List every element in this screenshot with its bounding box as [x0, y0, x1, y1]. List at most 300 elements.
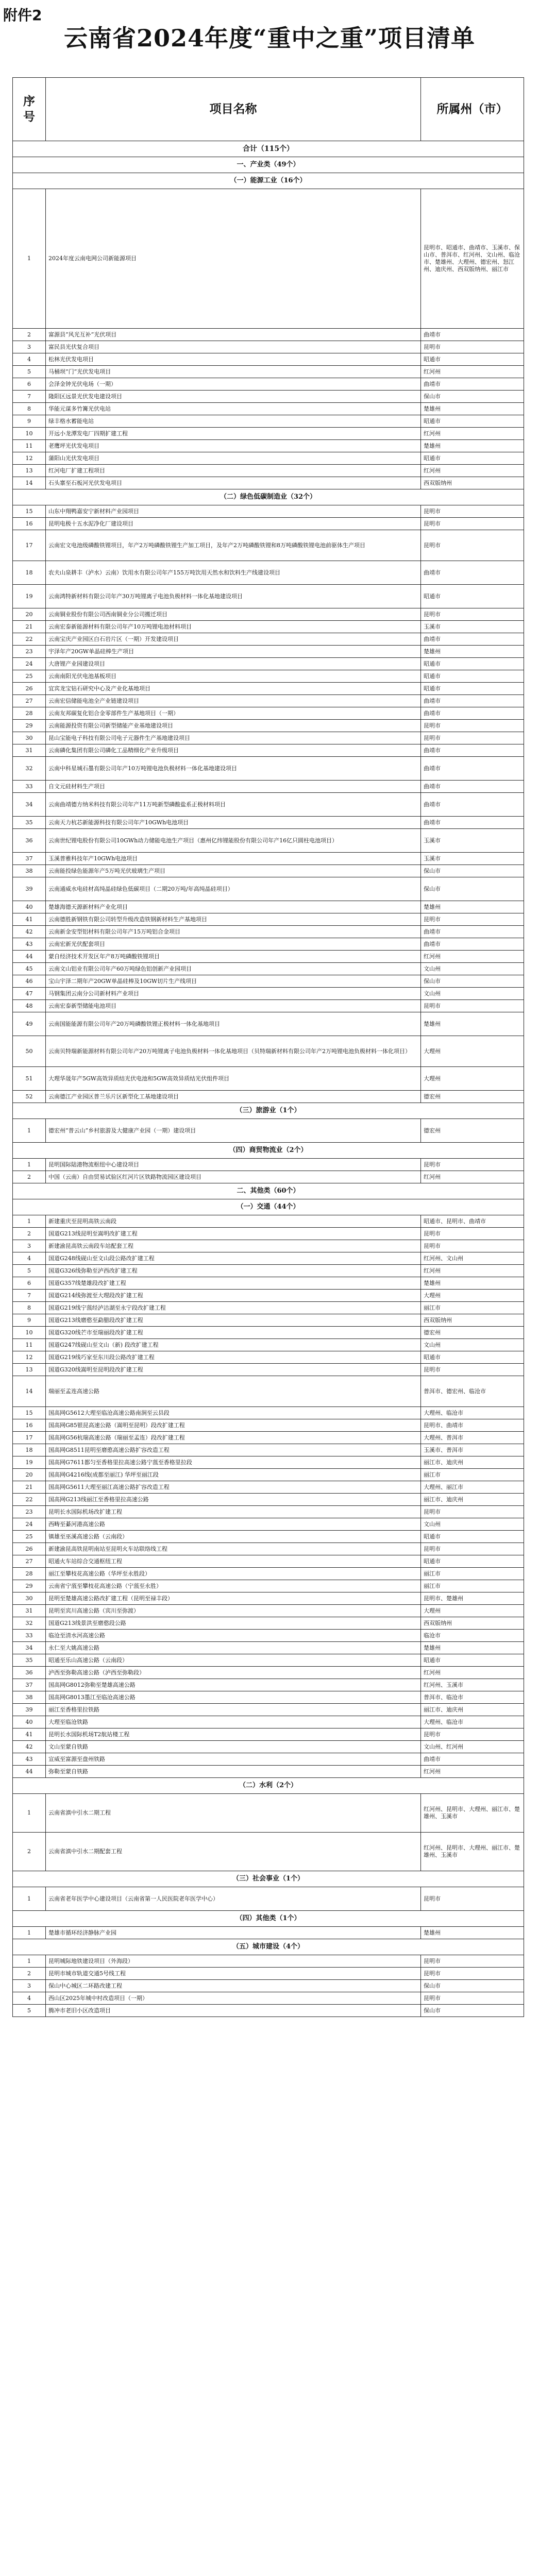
project-region: 昭通市 [421, 1555, 524, 1568]
project-name: 临沧至清水河高速公路 [46, 1630, 421, 1642]
table-row [13, 1240, 524, 1252]
project-name: 国高网G8012弥勒至楚雄高速公路 [46, 1679, 421, 1691]
row-number: 37 [13, 1679, 46, 1691]
project-name: 云南省滇中引水二期工程 [46, 1794, 421, 1833]
row-number: 33 [13, 781, 46, 793]
project-name: 云南宝庆产业园区白石岩片区（一期）开发建设项目 [46, 633, 421, 646]
row-number: 20 [13, 1469, 46, 1481]
row-number: 14 [13, 1376, 46, 1407]
project-name: 会泽金钟光伏电场（一期） [46, 378, 421, 391]
attachment-label: 附件2 [3, 7, 42, 24]
table-row [13, 1067, 524, 1091]
table-row [13, 1968, 524, 1980]
table-row [13, 1119, 524, 1143]
row-number: 24 [13, 658, 46, 670]
table-row [13, 477, 524, 489]
row-number: 2 [13, 1228, 46, 1240]
table-row [13, 1444, 524, 1456]
project-name: 昆明至宾川高速公路（宾川至弥渡） [46, 1605, 421, 1617]
row-number: 1 [13, 1955, 46, 1968]
table-row [13, 1215, 524, 1228]
project-region: 红河州、昆明市、大理州、丽江市、楚雄州、玉溪市 [421, 1833, 524, 1871]
project-region: 昆明市、曲靖市 [421, 1419, 524, 1432]
row-number: 1 [13, 1927, 46, 1939]
project-region: 普洱市、德宏州、临沧市 [421, 1376, 524, 1407]
project-name: 富源县“风光互补”光伏项目 [46, 329, 421, 341]
table-row [13, 901, 524, 913]
project-region: 昆明市 [421, 732, 524, 744]
row-number: 34 [13, 793, 46, 817]
project-region: 昆明市 [421, 913, 524, 926]
project-name: 国道G357线楚雄段改扩建工程 [46, 1277, 421, 1290]
section-label: 一、产业类（49个） [13, 157, 524, 173]
project-region: 玉溪市 [421, 621, 524, 633]
project-name: 国道G213线昆明至嵩明改扩建工程 [46, 1228, 421, 1240]
project-region: 大理州、临沧市 [421, 1407, 524, 1419]
project-name: 云南德江产业园区普兰乐片区新型化工基地建设项目 [46, 1091, 421, 1103]
project-region: 德宏州 [421, 1119, 524, 1143]
table-row [13, 452, 524, 465]
project-region: 昆明市、昭通市、曲靖市、玉溪市、保山市、普洱市、红河州、文山州、临沧市、楚雄州、大理州、德宏州、怒江州、迪庆州、西双版纳州、丽江市 [421, 189, 524, 329]
row-number: 15 [13, 1407, 46, 1419]
project-region: 红河州、文山州 [421, 1252, 524, 1265]
project-name: 西畴至綦河港高速公路 [46, 1518, 421, 1531]
project-name: 昆明至楚雄高速公路改扩建工程（昆明至禄丰段） [46, 1592, 421, 1605]
row-number: 38 [13, 1691, 46, 1704]
row-number: 32 [13, 757, 46, 781]
project-name: 国道G213线磨憨至勐腊段改扩建工程 [46, 1314, 421, 1327]
row-number: 5 [13, 2005, 46, 2017]
project-name: 云南宏文电池级磷酸铁锂项目，年产2万吨磷酸铁锂生产加工项目，及年产2万吨磷酸铁锂和8万吨磷酸铁锂电池前驱体生产项目 [46, 530, 421, 561]
project-region: 保山市 [421, 1980, 524, 1992]
project-region: 丽江市、迪庆州 [421, 1456, 524, 1469]
project-name: 保山中心城区二环路改建工程 [46, 1980, 421, 1992]
project-region: 曲靖市 [421, 926, 524, 938]
table-row [13, 428, 524, 440]
table-row [13, 988, 524, 1000]
table-row [13, 1605, 524, 1617]
table-row [13, 1642, 524, 1654]
project-name: 新建重庆至昆明高铁云南段 [46, 1215, 421, 1228]
subcategory-row [13, 1939, 524, 1955]
row-number: 23 [13, 1506, 46, 1518]
table-row [13, 1456, 524, 1469]
project-name: 云南贝特瑞新能源材料有限公司年产20万吨锂离子电池负极材料一体化基地项目（贝特瑞新材料有限公司年产2万吨锂电池负极材料一体化项目） [46, 1036, 421, 1067]
table-row [13, 1302, 524, 1314]
row-number: 3 [13, 1240, 46, 1252]
row-number: 7 [13, 1290, 46, 1302]
row-number: 9 [13, 415, 46, 428]
project-region: 红河州 [421, 1265, 524, 1277]
project-name: 绿丰格水蓄能电站 [46, 415, 421, 428]
project-name: 云南文山铝业有限公司年产60万吨绿色铝创新产业园项目 [46, 963, 421, 975]
project-region: 昆明市 [421, 518, 524, 530]
row-number: 18 [13, 1444, 46, 1456]
table-row [13, 877, 524, 901]
row-number: 44 [13, 1766, 46, 1778]
table-row [13, 1091, 524, 1103]
table-row [13, 1543, 524, 1555]
project-region: 昆明市 [421, 530, 524, 561]
row-number: 28 [13, 1568, 46, 1580]
table-row [13, 341, 524, 353]
project-name: 镇雄至巫溪高速公路（云南段） [46, 1531, 421, 1543]
header-region: 所属州（市） [421, 78, 524, 141]
table-row [13, 1955, 524, 1968]
row-number: 22 [13, 1494, 46, 1506]
project-region: 大理州 [421, 1605, 524, 1617]
row-number: 7 [13, 391, 46, 403]
table-row [13, 1518, 524, 1531]
project-name: 国高网G4216线(成都至丽江) 华坪至丽江段 [46, 1469, 421, 1481]
project-region: 普洱市、临沧市 [421, 1691, 524, 1704]
section-label: （三）社会事业（1个） [13, 1871, 524, 1887]
row-number: 52 [13, 1091, 46, 1103]
table-row [13, 353, 524, 366]
row-number: 36 [13, 829, 46, 853]
row-number: 30 [13, 732, 46, 744]
subcategory-row [13, 1199, 524, 1215]
project-name: 农夫山泉耕丰（泸水）云南）饮用水有限公司年产155万吨饮用天然水和饮料生产线建设项目 [46, 561, 421, 585]
table-row [13, 1766, 524, 1778]
subcategory-row [13, 489, 524, 505]
row-number: 27 [13, 695, 46, 707]
table-row [13, 1265, 524, 1277]
project-region: 昭通市 [421, 658, 524, 670]
project-region: 昭通市 [421, 1654, 524, 1667]
category-row [13, 157, 524, 173]
project-name: 国高网G5611大理至丽江高速公路扩容改造工程 [46, 1481, 421, 1494]
row-number: 9 [13, 1314, 46, 1327]
table-row [13, 683, 524, 695]
row-number: 11 [13, 440, 46, 452]
project-region: 曲靖市 [421, 695, 524, 707]
project-region: 曲靖市 [421, 757, 524, 781]
row-number: 51 [13, 1067, 46, 1091]
table-row [13, 518, 524, 530]
table-row [13, 1228, 524, 1240]
project-name: 大唐锂产业园建设项目 [46, 658, 421, 670]
row-number: 49 [13, 1012, 46, 1036]
table-row [13, 1277, 524, 1290]
project-region: 德宏州 [421, 1091, 524, 1103]
row-number: 19 [13, 585, 46, 608]
project-name: 云南世纪锂电股份有限公司10GWh动力储能电池生产项目（惠州亿纬锂能股份有限公司年产16亿只圆柱电池项目） [46, 829, 421, 853]
row-number: 4 [13, 1992, 46, 2005]
project-name: 西山区2025年城中村改造项目（一期） [46, 1992, 421, 2005]
table-row [13, 1568, 524, 1580]
project-region: 文山州 [421, 1518, 524, 1531]
project-name: 新建渝昆高铁云南段车站配套工程 [46, 1240, 421, 1252]
project-name: 云南友邦碳复化铝合金零部件生产基地项目（一期） [46, 707, 421, 720]
row-number: 5 [13, 366, 46, 378]
project-name: 云南省老年医学中心建设项目（云南省第一人民医院老年医学中心） [46, 1887, 421, 1911]
project-name: 国道G320线芒市至瑞丽段改扩建工程 [46, 1327, 421, 1339]
project-name: 云南能源投资有限公司新型储能产业基地建设项目 [46, 720, 421, 732]
row-number: 16 [13, 518, 46, 530]
project-region: 楚雄州 [421, 1012, 524, 1036]
row-number: 42 [13, 1741, 46, 1753]
project-region: 红河州 [421, 366, 524, 378]
row-number: 22 [13, 633, 46, 646]
project-name: 自文元硅材料生产项目 [46, 781, 421, 793]
project-name: 昆明市城市轨道交通5号线工程 [46, 1968, 421, 1980]
row-number: 37 [13, 853, 46, 865]
row-number: 4 [13, 1252, 46, 1265]
row-number: 2 [13, 1833, 46, 1871]
table-row [13, 1887, 524, 1911]
table-row [13, 975, 524, 988]
project-name: 云南宏泰新型储能电池项目 [46, 1000, 421, 1012]
table-row [13, 1555, 524, 1568]
row-number: 20 [13, 608, 46, 621]
table-row [13, 817, 524, 829]
table-row [13, 951, 524, 963]
project-name: 昆明国际陆港物流枢纽中心建设项目 [46, 1159, 421, 1171]
row-number: 43 [13, 1753, 46, 1766]
project-region: 昆明市、楚雄州 [421, 1592, 524, 1605]
row-number: 1 [13, 1794, 46, 1833]
row-number: 38 [13, 865, 46, 877]
project-region: 丽江市、迪庆州 [421, 1704, 524, 1716]
project-name: 大理华晟年产5GW高效异质结光伏电池和5GW高效异质结光伏组件项目 [46, 1067, 421, 1091]
row-number: 15 [13, 505, 46, 518]
table-row [13, 1252, 524, 1265]
row-number: 47 [13, 988, 46, 1000]
project-region: 大理州、临沧市 [421, 1716, 524, 1728]
project-region: 楚雄州 [421, 646, 524, 658]
project-region: 曲靖市 [421, 793, 524, 817]
table-row [13, 938, 524, 951]
project-region: 昆明市 [421, 1728, 524, 1741]
project-region: 楚雄州 [421, 1927, 524, 1939]
row-number: 2 [13, 1171, 46, 1183]
project-name: 云南能投绿色能源年产5万吨光伏玻璃生产项目 [46, 865, 421, 877]
project-name: 国道G214线弥渡至大理段改扩建工程 [46, 1290, 421, 1302]
table-row [13, 853, 524, 865]
project-name: 弥勒至蒙自铁路 [46, 1766, 421, 1778]
section-label: （四）其他类（1个） [13, 1911, 524, 1927]
project-region: 曲靖市 [421, 633, 524, 646]
project-region: 曲靖市 [421, 817, 524, 829]
table-row [13, 1290, 524, 1302]
row-number: 25 [13, 670, 46, 683]
row-number: 31 [13, 1605, 46, 1617]
subcategory-row [13, 173, 524, 189]
project-name: 云南铜业股份有限公司西南铜业分公司搬迁项目 [46, 608, 421, 621]
project-name: 云南南阳光伏电池基板项目 [46, 670, 421, 683]
table-row [13, 1592, 524, 1605]
row-number: 12 [13, 452, 46, 465]
row-number: 10 [13, 1327, 46, 1339]
project-region: 昆明市 [421, 608, 524, 621]
table-row [13, 695, 524, 707]
project-name: 永仁至大姚高速公路 [46, 1642, 421, 1654]
project-region: 昭通市 [421, 353, 524, 366]
project-table [12, 77, 524, 2017]
row-number: 29 [13, 1580, 46, 1592]
project-name: 云南磷化集团有限公司磷化工品精细化产业升级项目 [46, 744, 421, 757]
table-row [13, 865, 524, 877]
page-title: 云南省2024年度“重中之重”项目清单 [64, 24, 475, 52]
row-number: 3 [13, 341, 46, 353]
row-number: 18 [13, 561, 46, 585]
row-number: 24 [13, 1518, 46, 1531]
project-region: 文山州、红河州 [421, 1741, 524, 1753]
project-name: 国高网G85银昆高速公路（嵩明至昆明）段改扩建工程 [46, 1419, 421, 1432]
table-row [13, 1833, 524, 1871]
table-row [13, 440, 524, 452]
project-region: 昆明市 [421, 1887, 524, 1911]
row-number: 14 [13, 477, 46, 489]
project-name: 文山至蒙自铁路 [46, 1741, 421, 1753]
project-region: 楚雄州 [421, 1642, 524, 1654]
project-region: 昭通市 [421, 1351, 524, 1364]
table-row [13, 1171, 524, 1183]
project-region: 红河州、玉溪市 [421, 1679, 524, 1691]
project-name: 华能元谋多竹篝光伏电站 [46, 403, 421, 415]
project-name: 腾冲市老旧小区改造项目 [46, 2005, 421, 2017]
project-name: 昭通至乐山高速公路（云南段） [46, 1654, 421, 1667]
project-name: 国道G219线宁蒗经泸沽湖至永宁段改扩建工程 [46, 1302, 421, 1314]
table-row [13, 1691, 524, 1704]
table-row [13, 720, 524, 732]
project-region: 曲靖市 [421, 1753, 524, 1766]
project-name: 宣威至富源至盘州铁路 [46, 1753, 421, 1766]
table-row [13, 1630, 524, 1642]
table-row [13, 963, 524, 975]
table-row [13, 1159, 524, 1171]
table-row [13, 608, 524, 621]
project-name: 国道G320线嵩明至昆明段改扩建工程 [46, 1364, 421, 1376]
row-number: 8 [13, 1302, 46, 1314]
project-region: 丽江市、迪庆州 [421, 1494, 524, 1506]
project-region: 楚雄州 [421, 440, 524, 452]
table-row [13, 732, 524, 744]
row-number: 25 [13, 1531, 46, 1543]
table-row [13, 1469, 524, 1481]
project-name: 云南新金安型铝材料有限公司年产15万吨铝合金项目 [46, 926, 421, 938]
project-region: 丽江市 [421, 1302, 524, 1314]
project-name: 红河电厂扩建工程项目 [46, 465, 421, 477]
project-name: 山东中翔鸭嘉安宁新材料产业园项目 [46, 505, 421, 518]
project-region: 文山州 [421, 1339, 524, 1351]
project-name: 松林光伏发电项目 [46, 353, 421, 366]
table-row [13, 1580, 524, 1592]
project-region: 德宏州 [421, 1327, 524, 1339]
project-region: 玉溪市 [421, 829, 524, 853]
project-region: 文山州 [421, 963, 524, 975]
row-number: 46 [13, 975, 46, 988]
table-row [13, 1364, 524, 1376]
table-row [13, 1327, 524, 1339]
project-region: 玉溪市、普洱市 [421, 1444, 524, 1456]
project-region: 红河州 [421, 951, 524, 963]
project-region: 曲靖市 [421, 744, 524, 757]
project-name: 楚雄海德天源新材料产业化项目 [46, 901, 421, 913]
table-row [13, 1679, 524, 1691]
table-row [13, 391, 524, 403]
table-row [13, 744, 524, 757]
project-region: 昭通市 [421, 1531, 524, 1543]
section-label: （一）交通（44个） [13, 1199, 524, 1215]
row-number: 31 [13, 744, 46, 757]
table-row [13, 1741, 524, 1753]
project-region: 昆明市 [421, 1955, 524, 1968]
project-name: 云南省滇中引水二期配套工程 [46, 1833, 421, 1871]
project-name: 昆山宝能电子科技有限公司电子元器件生产基地建设项目 [46, 732, 421, 744]
table-row [13, 793, 524, 817]
table-row [13, 1728, 524, 1741]
table-row [13, 1794, 524, 1833]
table-row [13, 2005, 524, 2017]
project-region: 大理州 [421, 1067, 524, 1091]
row-number: 19 [13, 1456, 46, 1469]
project-region: 丽江市 [421, 1469, 524, 1481]
project-name: 昆明长水国际机场T2航站楼工程 [46, 1728, 421, 1741]
project-region: 文山州 [421, 988, 524, 1000]
project-name: 云南通威水电硅材高纯晶硅绿色低碳项目（二期20万吨/年高纯晶硅项目） [46, 877, 421, 901]
row-number: 40 [13, 1716, 46, 1728]
project-region: 红河州、昆明市、大理州、丽江市、楚雄州、玉溪市 [421, 1794, 524, 1833]
table-row [13, 1481, 524, 1494]
table-row [13, 1654, 524, 1667]
category-row [13, 1183, 524, 1199]
project-name: 昭通火车站综合交通枢纽工程 [46, 1555, 421, 1568]
project-name: 云南宏信储能电池全产业链建设项目 [46, 695, 421, 707]
subcategory-row [13, 1871, 524, 1887]
table-row [13, 366, 524, 378]
project-region: 红河州 [421, 465, 524, 477]
project-name: 昆明城际地铁建设项目（外海段） [46, 1955, 421, 1968]
project-region: 曲靖市 [421, 707, 524, 720]
row-number: 26 [13, 1543, 46, 1555]
project-region: 昆明市 [421, 1000, 524, 1012]
table-row [13, 1531, 524, 1543]
project-name: 大理至临沧铁路 [46, 1716, 421, 1728]
table-row [13, 1617, 524, 1630]
row-number: 1 [13, 1215, 46, 1228]
row-number: 48 [13, 1000, 46, 1012]
project-name: 老鹰坪光伏发电项目 [46, 440, 421, 452]
row-number: 23 [13, 646, 46, 658]
project-region: 昆明市 [421, 1543, 524, 1555]
row-number: 13 [13, 465, 46, 477]
project-name: 云南宏泰新能源材料有限公司年产10万吨锂电池材料项目 [46, 621, 421, 633]
table-row [13, 1704, 524, 1716]
project-region: 保山市 [421, 975, 524, 988]
project-region: 西双版纳州 [421, 1314, 524, 1327]
row-number: 11 [13, 1339, 46, 1351]
project-region: 红河州 [421, 428, 524, 440]
section-label: （二）水利（2个） [13, 1778, 524, 1794]
project-region: 大理州 [421, 1290, 524, 1302]
project-name: 国高网G56杭瑞高速公路（瑞丽至孟连）段改扩建工程 [46, 1432, 421, 1444]
row-number: 35 [13, 1654, 46, 1667]
table-row [13, 1716, 524, 1728]
project-name: 国道G247线砚山至文山（新) 段改扩建工程 [46, 1339, 421, 1351]
project-name: 国道G213线景洪至磨憨段公路 [46, 1617, 421, 1630]
project-name: 蒙自经济技术开发区年产8万吨磷酸铁锂项目 [46, 951, 421, 963]
project-name: 宇泽年产20GW单晶硅棒生产项目 [46, 646, 421, 658]
project-region: 丽江市 [421, 1580, 524, 1592]
row-number: 41 [13, 1728, 46, 1741]
table-row [13, 1667, 524, 1679]
project-region: 昭通市 [421, 415, 524, 428]
project-region: 昆明市 [421, 1506, 524, 1518]
project-name: 德宏州“普云山”乡村旅游及大健康产业园（一期）建设项目 [46, 1119, 421, 1143]
row-number: 32 [13, 1617, 46, 1630]
